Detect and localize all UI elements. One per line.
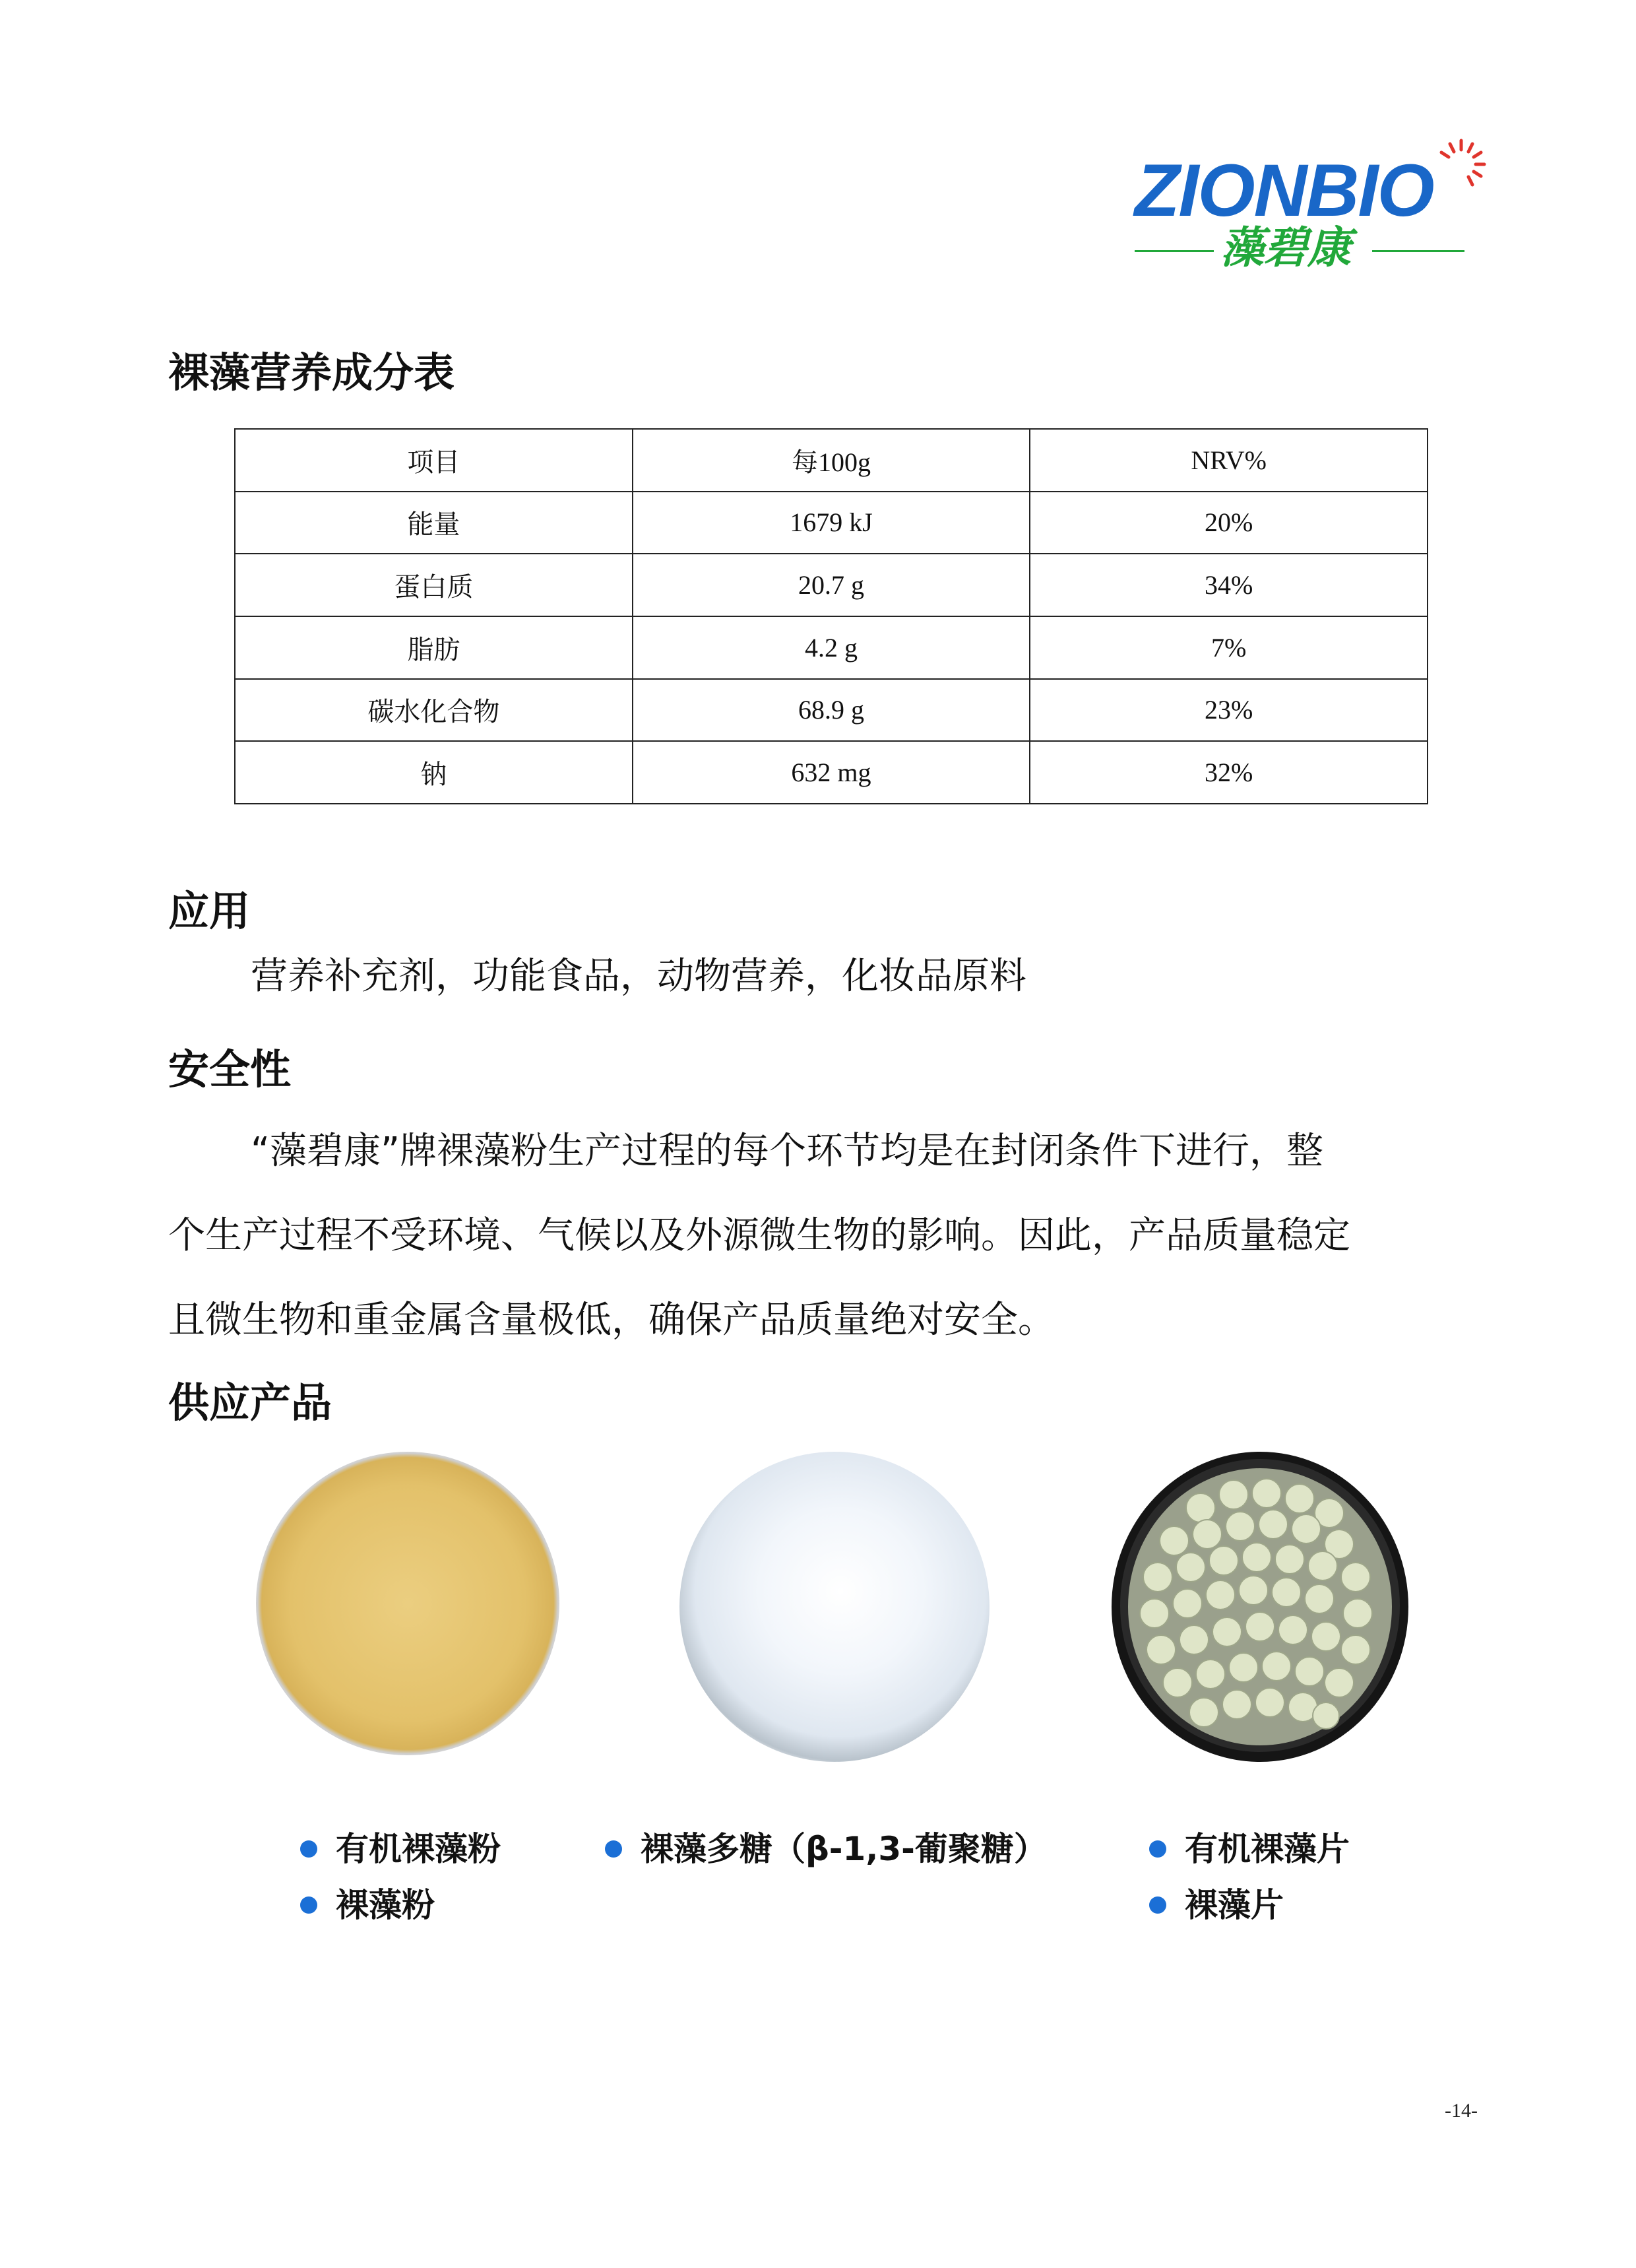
safety-line-2: 个生产过程不受环境、气候以及外源微生物的影响。因此，产品质量稳定 [168, 1214, 1350, 1257]
product-label: 有机裸藻片 [1185, 1830, 1350, 1868]
bullet-dot [1149, 1840, 1166, 1858]
logo-wordmark-cn: 藻碧康 [1220, 222, 1351, 273]
logo-line-right [1372, 250, 1464, 252]
application-text: 营养补充剂，功能食品，动物营养，化妆品原料 [251, 955, 1026, 998]
nutrition-table [234, 428, 1428, 804]
table-row [235, 554, 1428, 616]
cell-name: 蛋白质 [235, 554, 633, 616]
photo-euglena-polysaccharide [679, 1452, 990, 1762]
cell-name: 脂肪 [235, 616, 633, 679]
products-title: 供应产品 [168, 1378, 332, 1427]
table-row [235, 741, 1428, 804]
cell-name: 碳水化合物 [235, 679, 633, 742]
header-per-100g: 每100g [633, 429, 1030, 492]
cell-name: 能量 [235, 492, 633, 554]
safety-line-1: “藻碧康”牌裸藻粉生产过程的每个环节均是在封闭条件下进行，整 [251, 1130, 1324, 1173]
product-item [605, 1830, 1047, 1868]
product-item [300, 1830, 501, 1868]
bullet-dot [300, 1896, 317, 1914]
cell-nrv: 7% [1030, 616, 1428, 679]
bullet-dot [1149, 1896, 1166, 1914]
table-row [235, 492, 1428, 554]
product-item [1149, 1886, 1284, 1924]
sun-rays-icon [1432, 135, 1491, 195]
cell-amount: 632 mg [633, 741, 1030, 804]
table-row [235, 616, 1428, 679]
table-header-row [235, 429, 1428, 492]
product-item [1149, 1830, 1350, 1868]
header-nrv: NRV% [1030, 429, 1428, 492]
safety-title: 安全性 [168, 1045, 292, 1093]
photo-euglena-tablets [1108, 1448, 1412, 1765]
safety-line-3: 且微生物和重金属含量极低，确保产品质量绝对安全。 [168, 1299, 1055, 1342]
product-label: 有机裸藻粉 [336, 1830, 501, 1868]
photo-organic-euglena-powder [256, 1452, 559, 1755]
product-label: 裸藻粉 [336, 1886, 435, 1924]
logo-line-left [1135, 250, 1214, 252]
product-label: 裸藻片 [1185, 1886, 1284, 1924]
cell-amount: 68.9 g [633, 679, 1030, 742]
cell-amount: 1679 kJ [633, 492, 1030, 554]
cell-nrv: 23% [1030, 679, 1428, 742]
cell-name: 钠 [235, 741, 633, 804]
application-title: 应用 [168, 887, 251, 935]
cell-nrv: 20% [1030, 492, 1428, 554]
product-item [300, 1886, 435, 1924]
brand-logo [1121, 135, 1491, 287]
cell-amount: 4.2 g [633, 616, 1030, 679]
header-item: 项目 [235, 429, 633, 492]
page-number: -14- [1445, 2100, 1478, 2122]
bullet-dot [605, 1840, 622, 1858]
logo-wordmark-en: ZIONBIO [1135, 149, 1433, 232]
table-row [235, 679, 1428, 742]
cell-amount: 20.7 g [633, 554, 1030, 616]
cell-nrv: 34% [1030, 554, 1428, 616]
product-label: 裸藻多糖（β-1,3-葡聚糖） [641, 1830, 1047, 1868]
bullet-dot [300, 1840, 317, 1858]
cell-nrv: 32% [1030, 741, 1428, 804]
nutrition-title: 裸藻营养成分表 [168, 348, 455, 397]
